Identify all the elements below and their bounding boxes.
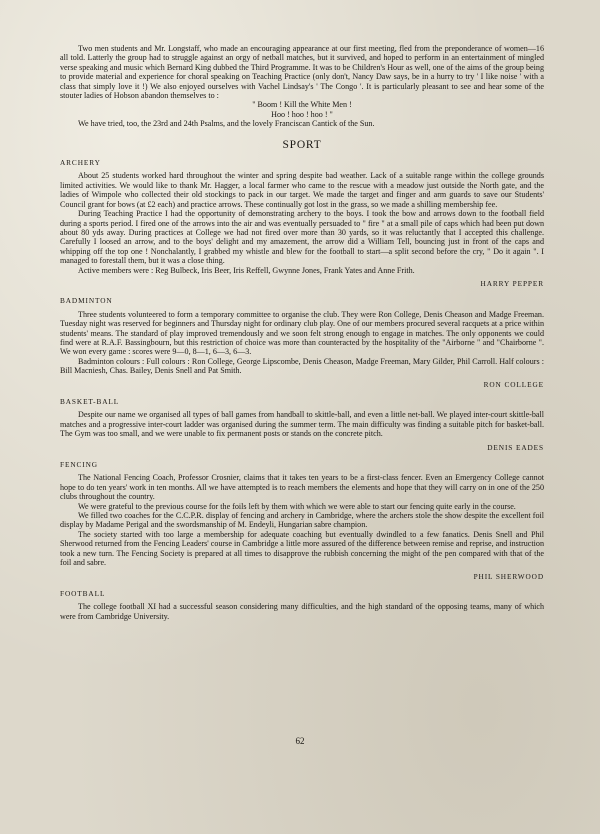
section-heading-basket-ball: BASKET-BALL: [60, 397, 120, 406]
basket-ball-paragraph-1: Despite our name we organised all types of ball games from handball to skittle-ball, and even a little net-ball. We played inter-court skittle-ball matches and a progressive inter-court ladder was organised during the summer term. The main difficulty was finding a suitable pitch for basket-ball. The Gym was too small, and we were unable to fix permanent posts or stands on the concrete pitch.: [60, 410, 544, 439]
section-heading-football: FOOTBALL: [60, 588, 106, 598]
intro-paragraph-2: We have tried, too, the 23rd and 24th Psalms, and the lovely Franciscan Cantick of the Sun.: [78, 119, 375, 129]
section-heading-archery: ARCHERY: [60, 158, 101, 168]
fencing-paragraph-3: We filled two coaches for the C.C.P.R. display of fencing and archery in Cambridge, where the archers stole the show despite the excellent foil display by Madame Perigal and the swordsmanship of M. Endeyli, Hungarian sabre champion.: [60, 511, 544, 530]
intro-paragraph-1: Two men students and Mr. Longstaff, who made an encouraging appearance at our first meeting, fled from the preponderance of women—16 all told. Latterly the group had to struggle against an orgy of netball matches, but it survived, and hoped to perform in an entertainment of mingled verse speaking and music which Bernard King dubbed the Third Programme. It was to be Children's Hour as well, one of the aims of the group being to provide material and experience for choral speaking on Teaching Practice (only don't, Nancy Daw says, be in a hurry to try ' I like noise ' with a class that simply love it !) We also enjoyed ourselves with Vachel Lindsay's ' The Congo '. It is particularly pleasant to see and hear some of the stouter ladies of Hobson abandon themselves to :: [60, 44, 544, 101]
intro-verse-line-2: Hoo ! hoo ! hoo ! ": [271, 109, 333, 119]
page-number: 62: [295, 736, 305, 746]
intro-verse-line-1: " Boom ! Kill the White Men !: [252, 100, 352, 110]
fencing-paragraph-4: The society started with too large a membership for adequate coaching but eventually dwindled to a few fanatics. Denis Snell and Phil Sherwood returned from the Fencing Leaders' course in Cambridge a little more assured of the difference between remise and reprise, and instruction took a new turn. The Fencing Society is prepared at all times to disapprove the rubbish concerning the might of the pen compared with that of the foil and sabre.: [60, 529, 544, 568]
signature-fencing: PHIL SHERWOOD: [473, 571, 544, 581]
page-content: [60, 44, 544, 621]
football-paragraph-1: The college football XI had a successful season considering many difficulties, and the high standard of the opposing teams, many of which were from Cambridge University.: [60, 602, 544, 621]
signature-archery: HARRY PEPPER: [480, 278, 544, 288]
fencing-paragraph-2: We were grateful to the previous course for the foils left by them with which we were able to start our fencing quite early in the course.: [78, 501, 516, 511]
archery-paragraph-1: About 25 students worked hard throughout the winter and spring despite bad weather. Lack of a suitable range within the college grounds limited activities. We would like to thank Mr. Hagger, a local farmer who came to the rescue with a meadow just outside the North gate, and the ladies of Wimpole who collected their old stockings to pack in our target. We made the target and finger and arm guards to save our Students' Council grant for bows (at £2 each) and practice arrows. These continually got lost in the grass, so we made a shilling membership fee.: [60, 171, 544, 209]
signature-badminton: RON COLLEGE: [483, 379, 544, 389]
section-heading-fencing: FENCING: [60, 460, 98, 470]
fencing-paragraph-1: The National Fencing Coach, Professor Crosnier, claims that it takes ten years to be a first-class fencer. Even an Emergency College cannot hope to do ten years' work in ten months. All we have attempted is to reach members the elements and hope that they will carry on in one of the 250 clubs throughout the country.: [60, 473, 544, 502]
section-heading-badminton: BADMINTON: [60, 296, 113, 306]
page-title: SPORT: [282, 138, 322, 151]
badminton-paragraph-1: Three students volunteered to form a temporary committee to organise the club. They were Ron College, Denis Cheason and Madge Freeman. Tuesday night was reserved for beginners and Thursday night for ordinary club play. One of our members procured several racquets at a price within students' means. The standard of play improved tremendously and we soon felt strong enough to engage in matches. The only opponents we could find were at R.A.F. Bassingbourn, but this restriction of choice was more than counteracted by the hospitality of the "Airborne " and "Chairborne ". We won every game : scores were 9—0, 8—1, 6—3, 6—3.: [60, 309, 544, 357]
archery-paragraph-3: Active members were : Reg Bulbeck, Iris Beer, Iris Reffell, Gwynne Jones, Frank Yates and Anne Frith.: [78, 265, 415, 275]
badminton-paragraph-2: Badminton colours : Full colours : Ron College, George Lipscombe, Denis Cheason, Madge Freeman, Mary Gilder, Phil Carroll. Half colours : Bill Macniesh, Chas. Bailey, Denis Snell and Pat Smith.: [60, 356, 544, 376]
signature-basket-ball: DENIS EADES: [487, 442, 544, 452]
archery-paragraph-2: During Teaching Practice I had the opportunity of demonstrating archery to the boys. I took the bow and arrows down to the football field during a sports period. I fired one of the arrows into the air and was eventually persuaded to " fire " at a small pile of caps which had been put down about 80 yds away. During practices at College we had not fired over more than 30 yards, so it was reluctantly that I accepted this challenge. Carefully I loosed an arrow, and to the boys' delight and my amazement, the arrow did a William Tell, bouncing just in front of the caps and whipping off the top one ! Nonchalantly, I grabbed my whistle and blew for the football to start—a split second before the cry, " Do it again ". I managed to forestall them, but it was a close thing.: [60, 209, 544, 266]
